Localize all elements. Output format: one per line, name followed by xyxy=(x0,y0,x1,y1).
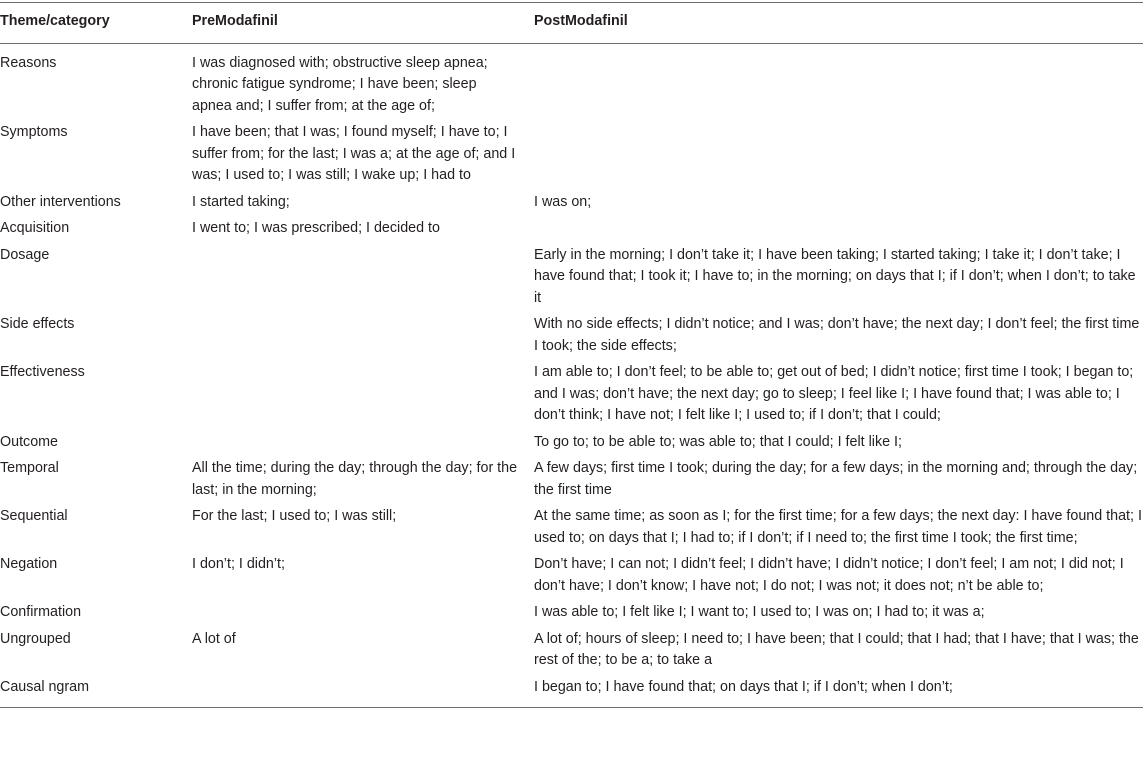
post-modafinil-cell xyxy=(534,119,1143,189)
post-modafinil-cell: Early in the morning; I don’t take it; I have been taking; I started taking; I take it; I don’t take; I have found that; I took it; I have to; in the morning; on days that I; if I don’t; when I don’t; to take it xyxy=(534,246,1136,306)
pre-modafinil-cell: For the last; I used to; I was still; xyxy=(192,508,397,524)
category-cell: Ungrouped xyxy=(0,630,71,647)
post-modafinil-cell xyxy=(534,43,1143,119)
pre-modafinil-cell: I don’t; I didn’t; xyxy=(192,556,285,572)
category-cell: Dosage xyxy=(0,246,50,263)
category-cell: Confirmation xyxy=(0,604,82,620)
pre-modafinil-cell xyxy=(192,674,534,708)
category-cell: Acquisition xyxy=(0,220,70,236)
table-row xyxy=(0,189,1143,216)
pre-modafinil-cell xyxy=(192,242,534,312)
post-modafinil-cell xyxy=(534,215,1143,242)
post-modafinil-cell: At the same time; as soon as I; for the first time; for a few days; the next day: I have found that; I used to; on days that I; I had to; if I don’t; if I need to; the first time I took; the first time; xyxy=(534,508,1142,546)
ngram-theme-table xyxy=(0,2,1143,708)
table-header xyxy=(0,3,1143,44)
table-row xyxy=(0,599,1143,626)
category-cell: Sequential xyxy=(0,508,68,524)
post-modafinil-cell: I was able to; I felt like I; I want to; I used to; I was on; I had to; it was a; xyxy=(534,604,985,620)
category-cell: Outcome xyxy=(0,433,59,450)
post-modafinil-cell: With no side effects; I didn’t notice; and I was; don’t have; the next day; I don’t feel; the first time I took; the side effects; xyxy=(534,316,1140,354)
table-row xyxy=(0,455,1143,503)
header-theme-category: Theme/category xyxy=(0,3,192,44)
post-modafinil-cell: I began to; I have found that; on days that I; if I don’t; when I don’t; xyxy=(534,674,1143,708)
table-row xyxy=(0,215,1143,242)
pre-modafinil-cell: I was diagnosed with; obstructive sleep apnea; chronic fatigue syndrome; I have been; sleep apnea and; I suffer from; at the age of; xyxy=(192,54,488,114)
table-row xyxy=(0,311,1143,359)
header-pre-modafinil: PreModafinil xyxy=(192,3,534,44)
pre-modafinil-cell: All the time; during the day; through the day; for the last; in the morning; xyxy=(192,460,518,498)
header-post-modafinil: PostModafinil xyxy=(534,3,1143,44)
post-modafinil-cell: A lot of; hours of sleep; I need to; I have been; that I could; that I had; that I have; that I was; the rest of the; to be a; to take a xyxy=(534,630,1139,668)
category-cell: Causal ngram xyxy=(0,674,192,708)
pre-modafinil-cell xyxy=(192,311,534,359)
table-row xyxy=(0,43,1143,119)
post-modafinil-cell: To go to; to be able to; was able to; that I could; I felt like I; xyxy=(534,433,902,450)
pre-modafinil-cell xyxy=(192,599,534,626)
table-row xyxy=(0,429,1143,456)
table-row xyxy=(0,503,1143,551)
category-cell: Temporal xyxy=(0,460,59,476)
category-cell: Side effects xyxy=(0,316,75,332)
category-cell: Effectiveness xyxy=(0,364,85,380)
table-row xyxy=(0,359,1143,429)
pre-modafinil-cell: I have been; that I was; I found myself; I have to; I suffer from; for the last; I was a; at the age of; and I was; I used to; I was still; I wake up; I had to xyxy=(192,124,516,183)
pre-modafinil-cell xyxy=(192,359,534,429)
table-row xyxy=(0,551,1143,599)
post-modafinil-cell: I was on; xyxy=(534,193,592,210)
category-cell: Other interventions xyxy=(0,193,121,210)
post-modafinil-cell: A few days; first time I took; during the day; for a few days; in the morning and; through the day; the first time xyxy=(534,460,1138,498)
category-cell: Negation xyxy=(0,556,58,572)
table-row xyxy=(0,242,1143,312)
table-row xyxy=(0,119,1143,189)
post-modafinil-cell: Don’t have; I can not; I didn’t feel; I didn’t have; I didn’t notice; I don’t feel; I am not; I did not; I don’t have; I don’t know; I have not; I do not; I was not; it does not; n’t be able to; xyxy=(534,556,1124,594)
pre-modafinil-cell: A lot of xyxy=(192,630,236,647)
pre-modafinil-cell xyxy=(192,429,534,456)
table-row xyxy=(0,626,1143,674)
header-row xyxy=(0,3,1143,44)
pre-modafinil-cell: I started taking; xyxy=(192,193,290,210)
post-modafinil-cell: I am able to; I don’t feel; to be able to; get out of bed; I didn’t notice; first time I took; I began to; and I was; don’t have; the next day; go to sleep; I feel like I; I have found that; I was able to; I don’t think; I have not; I felt like I; I used to; if I don’t; that I could; xyxy=(534,364,1134,423)
table-body xyxy=(0,43,1143,708)
category-cell: Reasons xyxy=(0,54,57,71)
table-row xyxy=(0,674,1143,708)
pre-modafinil-cell: I went to; I was prescribed; I decided to xyxy=(192,220,440,236)
category-cell: Symptoms xyxy=(0,124,68,140)
